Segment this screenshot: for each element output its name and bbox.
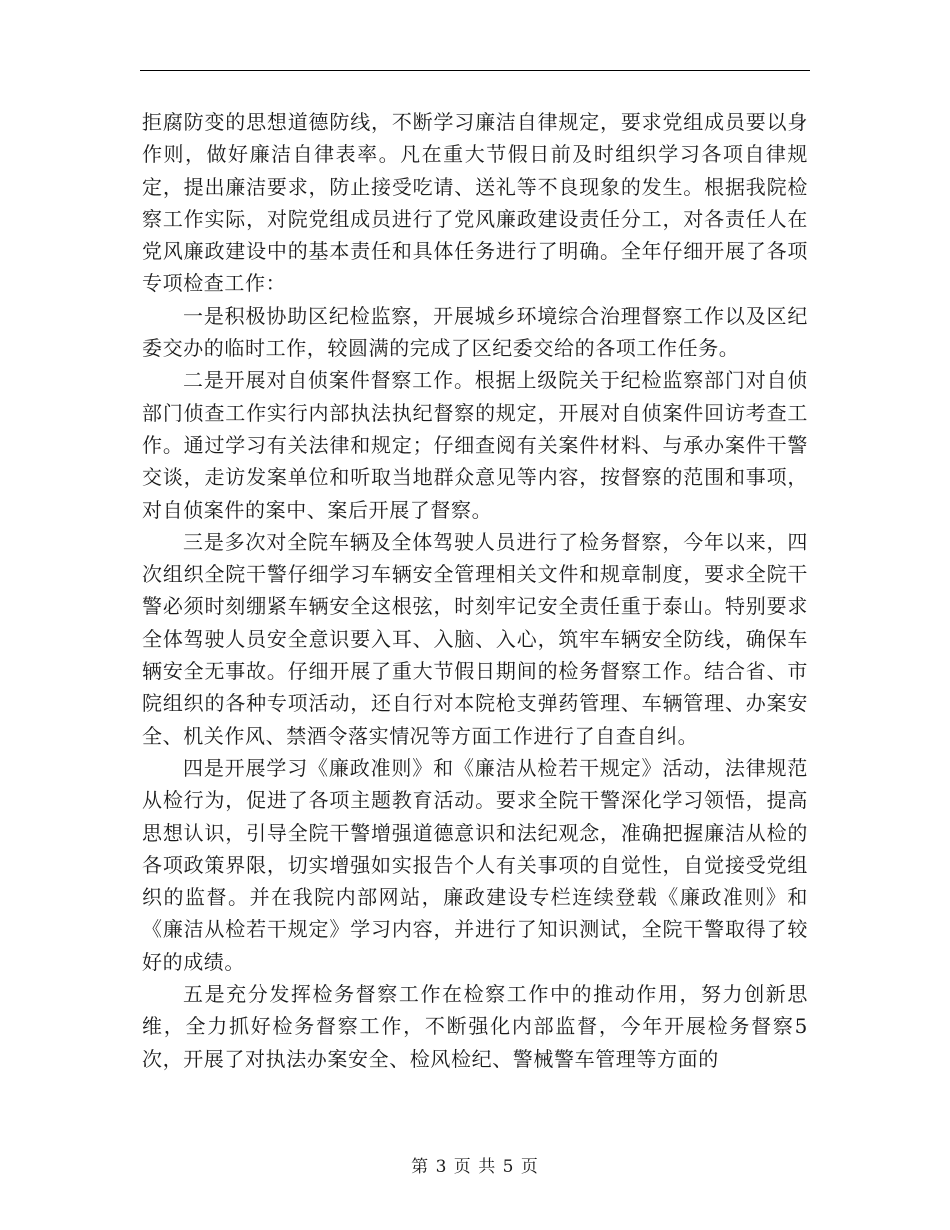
paragraph-item-3: 三是多次对全院车辆及全体驾驶人员进行了检务督察，今年以来，四次组织全院干警仔细学习车辆安全管理相关文件和规章制度，要求全院干警必须时刻绷紧车辆安全这根弦，时刻牢记安全责任重于泰山。特别要求全体驾驶人员安全意识要入耳、入脑、入心，筑牢车辆安全防线，确保车辆安全无事故。仔细开展了重大节假日期间的检务督察工作。结合省、市院组织的各种专项活动，还自行对本院枪支弹药管理、车辆管理、办案安全、机关作风、禁酒令落实情况等方面工作进行了自查自纠。 <box>142 529 808 748</box>
paragraph-continuation: 拒腐防变的思想道德防线，不断学习廉洁自律规定，要求党组成员要以身作则，做好廉洁自律表率。凡在重大节假日前及时组织学习各项自律规定，提出廉洁要求，防止接受吃请、送礼等不良现象的发生。根据我院检察工作实际，对院党组成员进行了党风廉政建设责任分工，对各责任人在党风廉政建设中的基本责任和具体任务进行了明确。全年仔细开展了各项专项检查工作： <box>142 110 808 296</box>
paragraph-item-1: 一是积极协助区纪检监察，开展城乡环境综合治理督察工作以及区纪委交办的临时工作，较圆满的完成了区纪委交给的各项工作任务。 <box>142 303 808 361</box>
header-rule <box>140 70 810 71</box>
page-footer: 第 3 页 共 5 页 <box>411 1157 539 1177</box>
paragraph-item-2: 二是开展对自侦案件督察工作。根据上级院关于纪检监察部门对自侦部门侦查工作实行内部执法执纪督察的规定，开展对自侦案件回访考查工作。通过学习有关法律和规定；仔细查阅有关案件材料、与承办案件干警交谈，走访发案单位和听取当地群众意见等内容，按督察的范围和事项，对自侦案件的案中、案后开展了督察。 <box>142 368 808 522</box>
paragraph-item-4: 四是开展学习《廉政准则》和《廉洁从检若干规定》活动，法律规范从检行为，促进了各项主题教育活动。要求全院干警深化学习领悟，提高思想认识，引导全院干警增强道德意识和法纪观念，准确把握廉洁从检的各项政策界限，切实增强如实报告个人有关事项的自觉性，自觉接受党组织的监督。并在我院内部网站，廉政建设专栏连续登载《廉政准则》和《廉洁从检若干规定》学习内容，并进行了知识测试，全院干警取得了较好的成绩。 <box>142 755 808 974</box>
document-body <box>142 106 808 1075</box>
paragraph-item-5: 五是充分发挥检务督察工作在检察工作中的推动作用，努力创新思维，全力抓好检务督察工作，不断强化内部监督，今年开展检务督察5次，开展了对执法办案安全、检风检纪、警械警车管理等方面的 <box>142 982 808 1071</box>
